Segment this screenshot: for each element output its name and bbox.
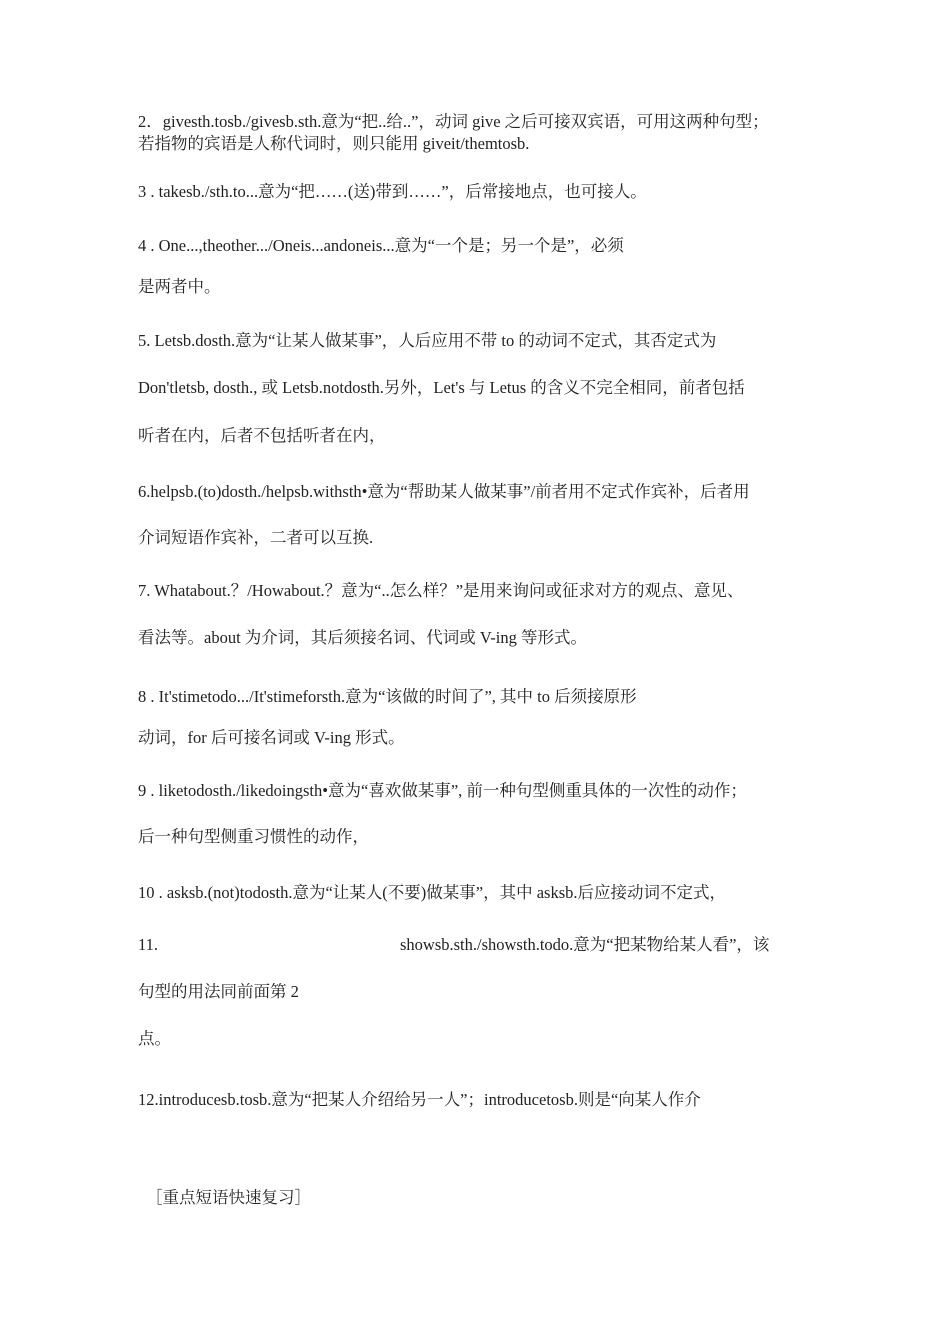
- text-line: 后一种句型侧重习惯性的动作，: [138, 827, 369, 846]
- text-line: [138, 934, 769, 956]
- text-line: 10 . asksb.(not)todosth.意为“让某人(不要)做某事”，其中 asksb.后应接动词不定式，: [138, 883, 727, 902]
- text-line: 介词短语作宾补，二者可以互换.: [138, 528, 374, 547]
- text-line: 动词，for 后可接名词或 V-ing 形式。: [138, 728, 405, 747]
- text-line: 听者在内，后者不包括听者在内，: [138, 426, 386, 445]
- text-line: 3 . takesb./sth.to...意为“把……(送)带到……”，后常接地点，也可接人。: [138, 182, 647, 201]
- text-line: 9 . liketodosth./likedoingsth•意为“喜欢做某事”, 前一种句型侧重具体的一次性的动作；: [138, 781, 747, 800]
- text-line: 2．givesth.tosb./givesb.sth.意为“把..给..”，动词 give 之后可接双宾语，可用这两种句型；: [138, 112, 769, 131]
- text-line: 7. Whatabout.？/Howabout.？意为“..怎么样？”是用来询问或征求对方的观点、意见、: [138, 581, 744, 600]
- text-line: 点。: [138, 1029, 171, 1048]
- text-line: 是两者中。: [138, 277, 221, 296]
- text-line: 6.helpsb.(to)dosth./helpsb.withsth•意为“帮助某人做某事”/前者用不定式作宾补，后者用: [138, 482, 750, 501]
- text-line: 5. Letsb.dosth.意为“让某人做某事”，人后应用不带 to 的动词不定式，其否定式为: [138, 331, 717, 350]
- text-line: 若指物的宾语是人称代词时，则只能用 giveit/themtosb.: [138, 134, 530, 153]
- text-line: 4 . One...,theother.../Oneis...andoneis...意为“一个是；另一个是”，必须: [138, 236, 624, 255]
- text-line: 8 . It'stimetodo.../It'stimeforsth.意为“该做的时间了”, 其中 to 后须接原形: [138, 687, 637, 706]
- text-line: Don'tletsb, dosth., 或 Letsb.notdosth.另外，Let's 与 Letus 的含义不完全相同，前者包括: [138, 378, 745, 397]
- text-line: 12.introducesb.tosb.意为“把某人介绍给另一人”；introducetosb.则是“向某人作介: [138, 1090, 701, 1109]
- item-text: showsb.sth./showsth.todo.意为“把某物给某人看”，该: [400, 935, 770, 954]
- item-number: 11.: [138, 935, 159, 954]
- text-line: 看法等。about 为介词，其后须接名词、代词或 V-ing 等形式。: [138, 628, 588, 647]
- section-heading: ［重点短语快速复习］: [146, 1188, 311, 1207]
- text-line: 句型的用法同前面第 2: [138, 982, 299, 1001]
